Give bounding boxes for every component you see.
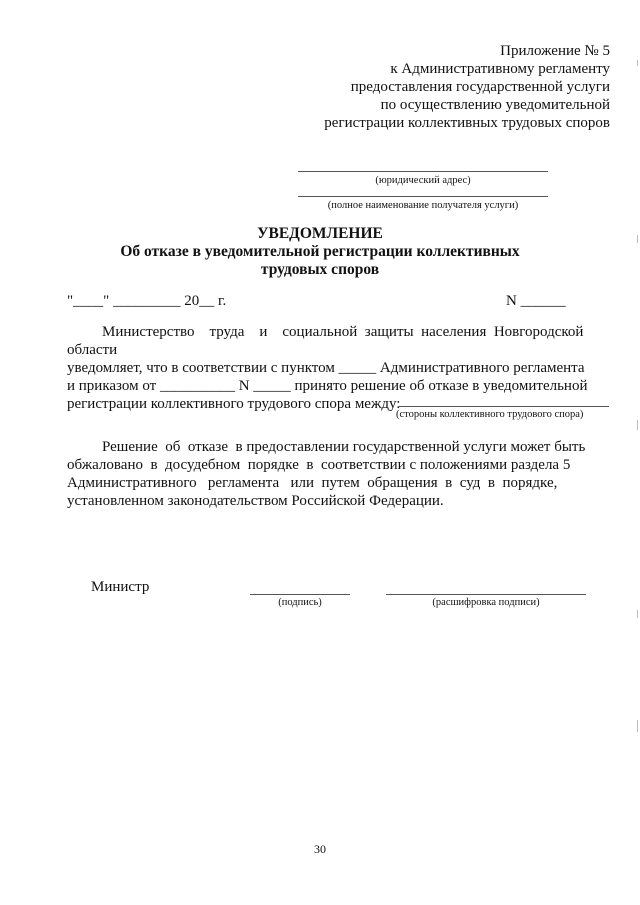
- paragraph-line: Решение об отказе в предоставлении государственной услуги может быть: [102, 439, 586, 455]
- paragraph-line: обжаловано в досудебном порядке в соответствии с положениями раздела 5: [67, 457, 571, 473]
- decoding-blank: [386, 594, 586, 595]
- appendix-line: регистрации коллективных трудовых споров: [324, 115, 610, 131]
- appendix-line: предоставления государственной услуги: [350, 79, 610, 95]
- page-number: 30: [314, 842, 326, 856]
- appendix-title: Приложение № 5: [500, 43, 610, 59]
- paragraph-line: области: [67, 342, 118, 358]
- legal-address-blank: [298, 171, 548, 172]
- number-field: N ______: [506, 293, 566, 309]
- parties-caption: (стороны коллективного трудового спора): [396, 409, 584, 420]
- scan-artifact: [637, 60, 638, 66]
- decoding-caption: (расшифровка подписи): [432, 597, 540, 608]
- scan-artifact: [637, 235, 638, 243]
- paragraph-line: установленном законодательством Российской Федерации.: [67, 493, 444, 509]
- scan-artifact: [637, 420, 638, 430]
- signature-blank: [250, 594, 350, 595]
- appendix-line: к Административному регламенту: [390, 61, 610, 77]
- document-subtitle: Об отказе в уведомительной регистрации коллективных: [120, 243, 520, 260]
- recipient-name-blank: [298, 196, 548, 197]
- appendix-line: по осуществлению уведомительной: [380, 97, 610, 113]
- paragraph-line: уведомляет, что в соответствии с пунктом _____ Административного регламента: [67, 360, 585, 376]
- document-subtitle: трудовых споров: [260, 261, 380, 278]
- document-title: УВЕДОМЛЕНИЕ: [257, 225, 383, 242]
- paragraph-line: регистрации коллективного трудового спора между:: [67, 396, 401, 412]
- date-field: "____" _________ 20__ г.: [67, 293, 227, 309]
- signature-caption: (подпись): [278, 597, 322, 608]
- paragraph-line: и приказом от __________ N _____ принято решение об отказе в уведомительной: [67, 378, 588, 394]
- scan-artifact: [637, 610, 638, 618]
- parties-blank: [399, 406, 609, 407]
- recipient-name-caption: (полное наименование получателя услуги): [327, 200, 519, 211]
- paragraph-line: Министерство труда и социальной защиты населения Новгородской: [102, 324, 584, 340]
- paragraph-line: Административного регламента или путем обращения в суд в порядке,: [67, 475, 558, 491]
- scan-artifact: [637, 720, 638, 732]
- legal-address-caption: (юридический адрес): [375, 175, 471, 186]
- signatory-role: Министр: [91, 579, 150, 595]
